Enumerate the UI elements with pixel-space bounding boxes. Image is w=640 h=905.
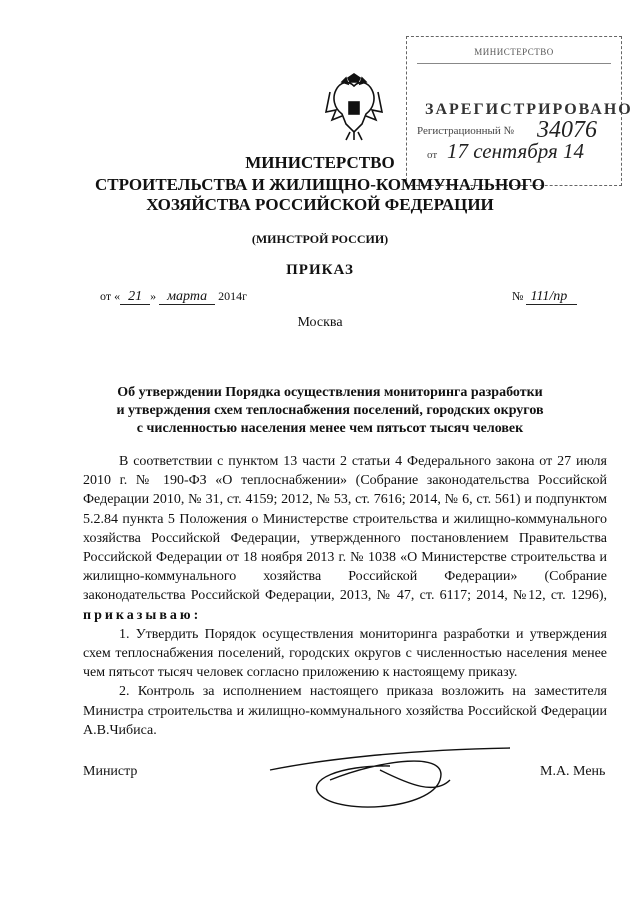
- order-number: [512, 289, 577, 305]
- date-month: марта: [159, 289, 215, 305]
- signatory-name: М.А. Мень: [540, 764, 606, 779]
- date-prefix: от: [100, 289, 112, 303]
- ministry-title-line1: МИНИСТЕРСТВО: [245, 153, 395, 172]
- subject-line3: с численностью населения менее чем пятьсот тысяч человек: [136, 421, 524, 436]
- order-directive: приказываю:: [83, 607, 202, 623]
- stamp-number-value: 34076: [537, 117, 597, 143]
- stamp-top-line: МИНИСТЕРСТВО: [474, 47, 554, 57]
- signatory-title: Министр: [83, 764, 138, 779]
- order-body: [83, 452, 607, 740]
- ministry-title-line2: СТРОИТЕЛЬСТВА И ЖИЛИЩНО-КОММУНАЛЬНОГО: [94, 175, 546, 194]
- preamble-text: В соответствии с пунктом 13 части 2 статьи 4 Федерального закона от 27 июля 2010 г. № 190-ФЗ «О теплоснабжении» (Собрание законодательства Российской Федерации 2010, № 31, ст. 4159; 2012, № 53, ст. 7616; 2014, № 6, ст. 561) и подпунктом 5.2.84 пункта 5 Положения о Министерстве строительства и жилищно-коммунального хозяйства Российской Федерации, утвержденного постановлением Правительства Российской Федерации от 18 ноября 2013 г. № 1038 «О Министерстве строительства и жилищно-коммунального хозяйства Российской Федерации» (Собрание законодательства Российской Федерации, 2013, № 47, ст. 6117; 2014, №12, ст. 1296),: [83, 454, 607, 604]
- stamp-date-prefix: от: [427, 149, 438, 161]
- subject-line1: Об утверждении Порядка осуществления мониторинга разработки: [117, 385, 543, 400]
- order-date: от « 21 » марта 2014г: [100, 289, 248, 304]
- subject-line2: и утверждения схем теплоснабжения поселений, городских округов: [116, 403, 544, 418]
- ministry-abbreviation: (МИНСТРОЙ РОССИИ): [251, 232, 389, 246]
- ministry-title-line3: ХОЗЯЙСТВА РОССИЙСКОЙ ФЕДЕРАЦИИ: [146, 195, 494, 214]
- number-prefix: №: [512, 289, 524, 303]
- number-value: 111/пр: [526, 289, 577, 305]
- handwritten-signature: [260, 740, 520, 820]
- order-subject: [80, 384, 580, 438]
- stamp-registered-text: ЗАРЕГИСТРИРОВАНО: [425, 101, 633, 118]
- date-year: 2014г: [218, 289, 248, 303]
- date-day: 21: [120, 289, 150, 305]
- city: Москва: [297, 315, 343, 330]
- body-paragraph-2: 2. Контроль за исполнением настоящего приказа возложить на заместителя Министра строительства и жилищно-коммунального хозяйства Российской Федерации А.В.Чибиса.: [83, 684, 607, 738]
- body-paragraph-1: 1. Утвердить Порядок осуществления мониторинга разработки и утверждения схем теплоснабжения поселений, городских округов с численностью населения менее чем пятьсот тысяч человек согласно приложению к настоящему приказу.: [83, 626, 607, 681]
- stamp-number-label: Регистрационный №: [417, 125, 515, 137]
- stamp-divider: [417, 63, 611, 64]
- stamp-date-value: 17 сентября 14: [447, 139, 585, 163]
- coat-of-arms-icon: [322, 72, 386, 142]
- document-type: ПРИКАЗ: [286, 262, 354, 278]
- body-paragraph-preamble: [83, 452, 607, 625]
